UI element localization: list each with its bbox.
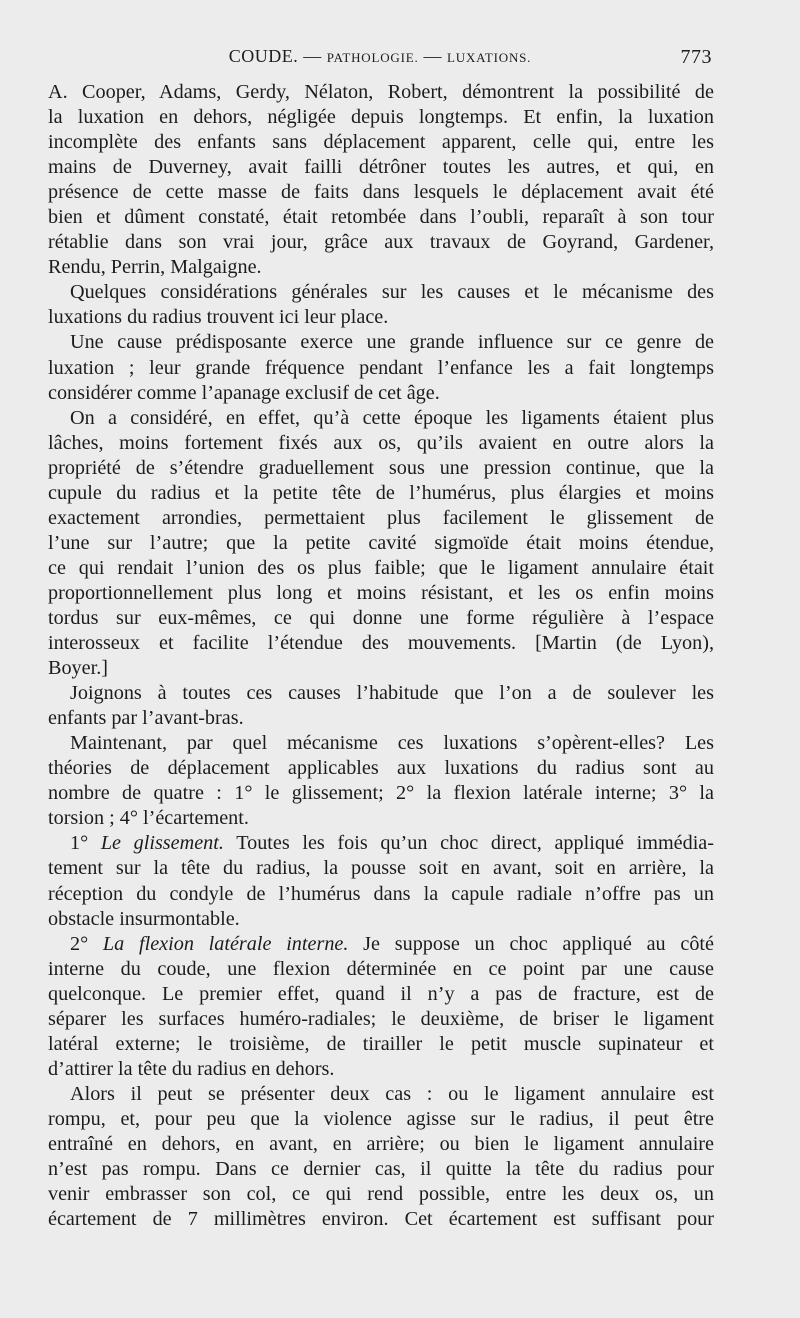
paragraph [48,80,714,280]
text-line [48,831,714,856]
text-line: On a considéré, en effet, qu’à cette époque les ligaments étaient plus [70,406,714,429]
subheading: La flexion latérale interne. [102,932,349,955]
separator: — [423,46,443,66]
text-line: quelconque. Le premier effet, quand il n’y a pas de fracture, est de [48,982,714,1005]
body-text [48,80,714,1232]
paragraph [48,681,714,731]
text-line: la luxation en dehors, négligée depuis longtemps. Et enfin, la luxation [48,106,714,129]
text-line: ce qui rendait l’union des os plus faible; que le ligament annulaire était [48,556,714,579]
text-line: entraîné en dehors, en avant, en arrière; ou bien le ligament annulaire [48,1132,714,1155]
text-line: écartement de 7 millimètres environ. Cet écartement est suffisant pour [48,1208,714,1231]
text-line [48,932,714,957]
text-line: rétablie dans son vrai jour, grâce aux travaux de Goyrand, Gardener, [48,231,714,254]
text-line: l’une sur l’autre; que la petite cavité sigmoïde était moins étendue, [48,531,714,554]
text-line: tement sur la tête du radius, la pousse soit en avant, soit en arrière, la [48,857,714,880]
text-line: incomplète des enfants sans déplacement apparent, celle qui, entre les [48,131,714,154]
text-line: torsion ; 4° l’écartement. [48,807,249,830]
subheading: Le glissement. [100,832,224,855]
text-line: réception du condyle de l’humérus dans la capule radiale n’offre pas un [48,882,714,905]
item-number: 2° [70,932,103,955]
text-line: venir embrasser son col, ce qui rend possible, entre les deux os, un [48,1183,714,1206]
paragraph [48,406,714,682]
page-number: 773 [680,46,712,68]
text-line: Alors il peut se présenter deux cas : ou le ligament annulaire est [70,1082,714,1105]
text-line: mains de Duverney, avait failli détrôner toutes les autres, et qui, en [48,156,714,179]
text-run: Toutes les fois qu’un choc direct, appliqué immédia- [223,832,714,855]
text-line: Boyer.] [48,657,108,680]
text-line: Quelques considérations générales sur les causes et le mécanisme des [70,281,714,304]
text-line: luxation ; leur grande fréquence pendant l’enfance les a fait longtemps [48,356,714,379]
text-line: interosseux et facilite l’étendue des mouvements. [Martin (de Lyon), [48,632,714,655]
text-line: A. Cooper, Adams, Gerdy, Nélaton, Robert, démontrent la possibilité de [48,81,714,103]
paragraph [48,280,714,330]
text-line: n’est pas rompu. Dans ce dernier cas, il quitte la tête du radius pour [48,1158,714,1181]
text-line: nombre de quatre : 1° le glissement; 2° la flexion latérale interne; 3° la [48,782,714,805]
text-line: cupule du radius et la petite tête de l’humérus, plus élargies et moins [48,481,714,504]
paragraph [48,330,714,405]
text-line: théories de déplacement applicables aux luxations du radius sont au [48,757,714,780]
text-line: d’attirer la tête du radius en dehors. [48,1057,335,1080]
text-line: bien et dûment constaté, était retombée dans l’oubli, reparaît à son tour [48,206,714,229]
text-line: exactement arrondies, permettaient plus facilement le glissement de [48,506,714,529]
text-line: séparer les surfaces huméro-radiales; le deuxième, de briser le ligament [48,1007,714,1030]
text-line: enfants par l’avant-bras. [48,707,244,730]
separator: — [303,46,322,66]
text-line: propriété de s’étendre graduellement sous une pression continue, que la [48,456,714,479]
text-run: Je suppose un choc appliqué au côté [348,932,714,955]
item-number: 1° [70,832,101,855]
text-line: rompu, et, pour peu que la violence agisse sur le radius, il peut être [48,1107,714,1130]
running-header [48,46,712,74]
text-line: lâches, moins fortement fixés aux os, qu’ils avaient en outre alors la [48,431,714,454]
paragraph [48,1082,714,1232]
text-line: Rendu, Perrin, Malgaigne. [48,256,262,279]
text-line: présence de cette masse de faits dans lesquels le déplacement avait été [48,181,714,204]
text-line: luxations du radius trouvent ici leur place. [48,306,389,329]
text-line: interne du coude, une flexion déterminée en ce point par une cause [48,957,714,980]
title-main: COUDE. [228,46,299,66]
text-line: Joignons à toutes ces causes l’habitude que l’on a de soulever les [70,682,714,705]
paragraph [48,932,714,1082]
text-line: tordus sur eux-mêmes, ce qui donne une forme régulière à l’espace [48,606,714,629]
title-sub: LUXATIONS. [447,50,532,65]
title-section: PATHOLOGIE. [326,50,419,65]
paragraph [48,731,714,831]
text-line: proportionnellement plus long et moins résistant, et les os enfin moins [48,581,714,604]
text-line: Une cause prédisposante exerce une grande influence sur ce genre de [70,331,714,354]
running-title [48,46,712,67]
text-line: Maintenant, par quel mécanisme ces luxations s’opèrent-elles? Les [70,732,714,755]
paragraph [48,831,714,931]
text-line: considérer comme l’apanage exclusif de cet âge. [48,381,440,404]
text-line: obstacle insurmontable. [48,907,240,930]
text-line: latéral externe; le troisième, de tirailler le petit muscle supinateur et [48,1032,714,1055]
